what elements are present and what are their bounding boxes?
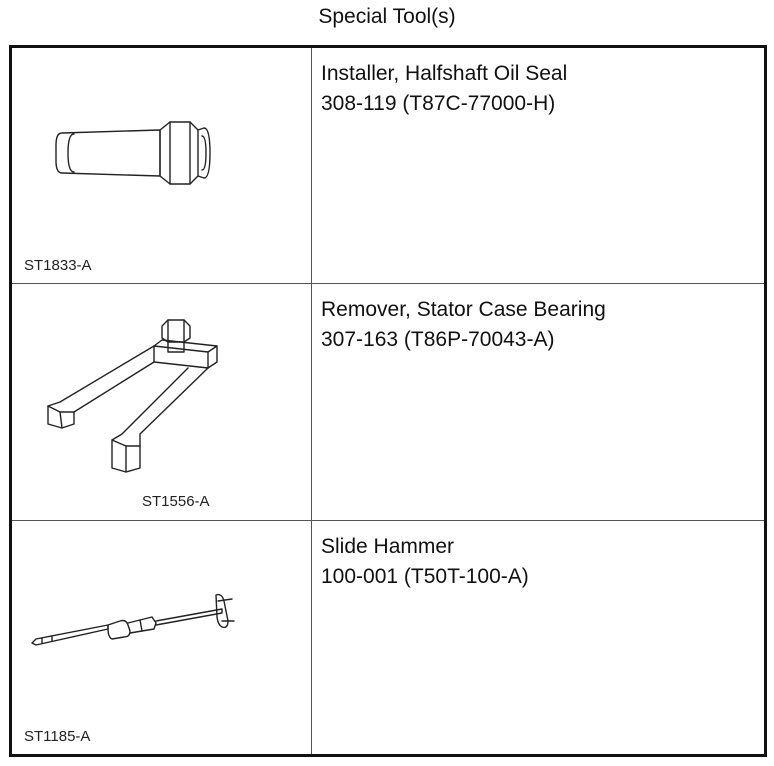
special-tools-table [9,45,767,757]
tool-image-cell [12,521,312,754]
tool-image-cell [12,284,312,520]
tool-info-cell [312,521,764,754]
page-title: Special Tool(s) [318,5,456,28]
tool-name: Remover, Stator Case Bearing [321,298,606,321]
tool-number: 307-163 (T86P-70043-A) [321,328,555,351]
bearing-remover-icon [12,284,311,520]
figure-code: ST1185-A [24,728,91,745]
table-row [12,284,764,521]
figure-code: ST1556-A [142,493,210,510]
tool-number: 308-119 (T87C-77000-H) [321,92,556,115]
tool-name: Installer, Halfshaft Oil Seal [321,62,568,85]
table-row [12,521,764,754]
figure-code: ST1833-A [24,257,92,274]
tool-info-cell [312,48,764,283]
oil-seal-installer-icon [12,48,311,283]
tool-number: 100-001 (T50T-100-A) [321,565,529,588]
tool-name: Slide Hammer [321,535,455,558]
tool-image-cell [12,48,312,283]
tool-info-cell [312,284,764,520]
table-row [12,48,764,284]
slide-hammer-icon [12,521,311,754]
